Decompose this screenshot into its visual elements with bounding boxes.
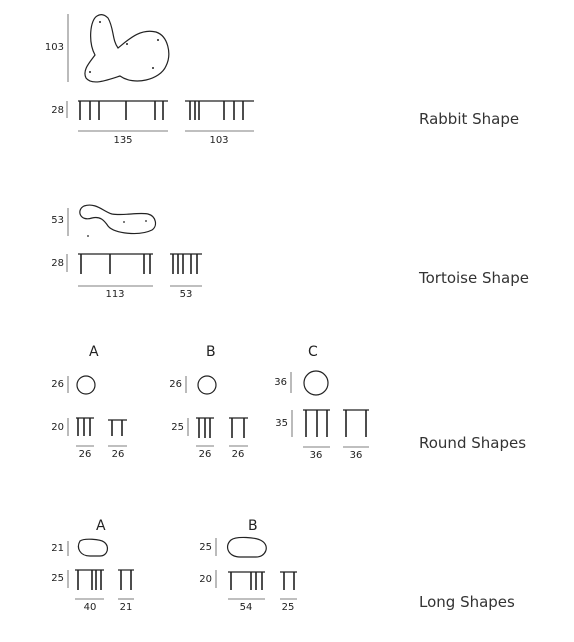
long-a-width-1: 40: [83, 602, 97, 613]
round-c-width-2: 36: [349, 450, 363, 461]
long-b-top-label: 25: [199, 542, 212, 553]
round-b-drawing: [186, 376, 248, 446]
round-a-width-2: 26: [111, 449, 125, 460]
long-b-letter: B: [248, 518, 258, 534]
round-a-drawing: [68, 376, 127, 446]
rabbit-side-view-2: [185, 101, 254, 131]
tortoise-top-outline: [80, 205, 156, 233]
long-b-width-1: 54: [239, 602, 253, 613]
long-b-side-label: 20: [199, 574, 212, 585]
tortoise-top-view: [68, 205, 155, 237]
tortoise-side-view-2: [170, 254, 202, 286]
tortoise-side-height-label: 28: [51, 258, 64, 269]
round-c-drawing: [291, 371, 369, 447]
rabbit-width-label-2: 103: [209, 135, 229, 146]
round-a-side-label: 20: [51, 422, 64, 433]
tortoise-shape-title: Tortoise Shape: [419, 269, 529, 287]
rabbit-top-height-label: 103: [44, 42, 64, 53]
round-b-width-1: 26: [198, 449, 212, 460]
rabbit-side-height-label: 28: [51, 105, 64, 116]
tortoise-side-view-1: [67, 254, 153, 286]
round-b-letter: B: [206, 344, 216, 360]
round-b-top-label: 26: [169, 379, 182, 390]
tortoise-top-height-label: 53: [51, 215, 64, 226]
round-b-width-2: 26: [231, 449, 245, 460]
rabbit-width-label-1: 135: [113, 135, 133, 146]
round-a-top-label: 26: [51, 379, 64, 390]
long-a-side-label: 25: [51, 573, 64, 584]
round-b-side-label: 25: [171, 422, 184, 433]
round-c-width-1: 36: [309, 450, 323, 461]
round-c-top-label: 36: [274, 377, 287, 388]
long-a-letter: A: [96, 518, 106, 534]
rabbit-side-view-1: [67, 101, 168, 131]
long-b-width-2: 25: [281, 602, 295, 613]
long-a-top-label: 21: [51, 543, 64, 554]
long-a-width-2: 21: [119, 602, 133, 613]
rabbit-shape-title: Rabbit Shape: [419, 110, 520, 128]
long-b-drawing: [216, 537, 297, 599]
rabbit-top-outline: [85, 15, 169, 82]
round-a-letter: A: [89, 344, 99, 360]
round-a-width-1: 26: [78, 449, 92, 460]
long-a-drawing: [68, 539, 134, 599]
tortoise-width-label-1: 113: [105, 289, 125, 300]
round-c-side-label: 35: [275, 418, 288, 429]
rabbit-top-view: [68, 14, 169, 82]
tortoise-width-label-2: 53: [179, 289, 193, 300]
round-shapes-title: Round Shapes: [419, 434, 527, 452]
long-shapes-title: Long Shapes: [419, 593, 515, 611]
round-c-letter: C: [308, 344, 318, 360]
